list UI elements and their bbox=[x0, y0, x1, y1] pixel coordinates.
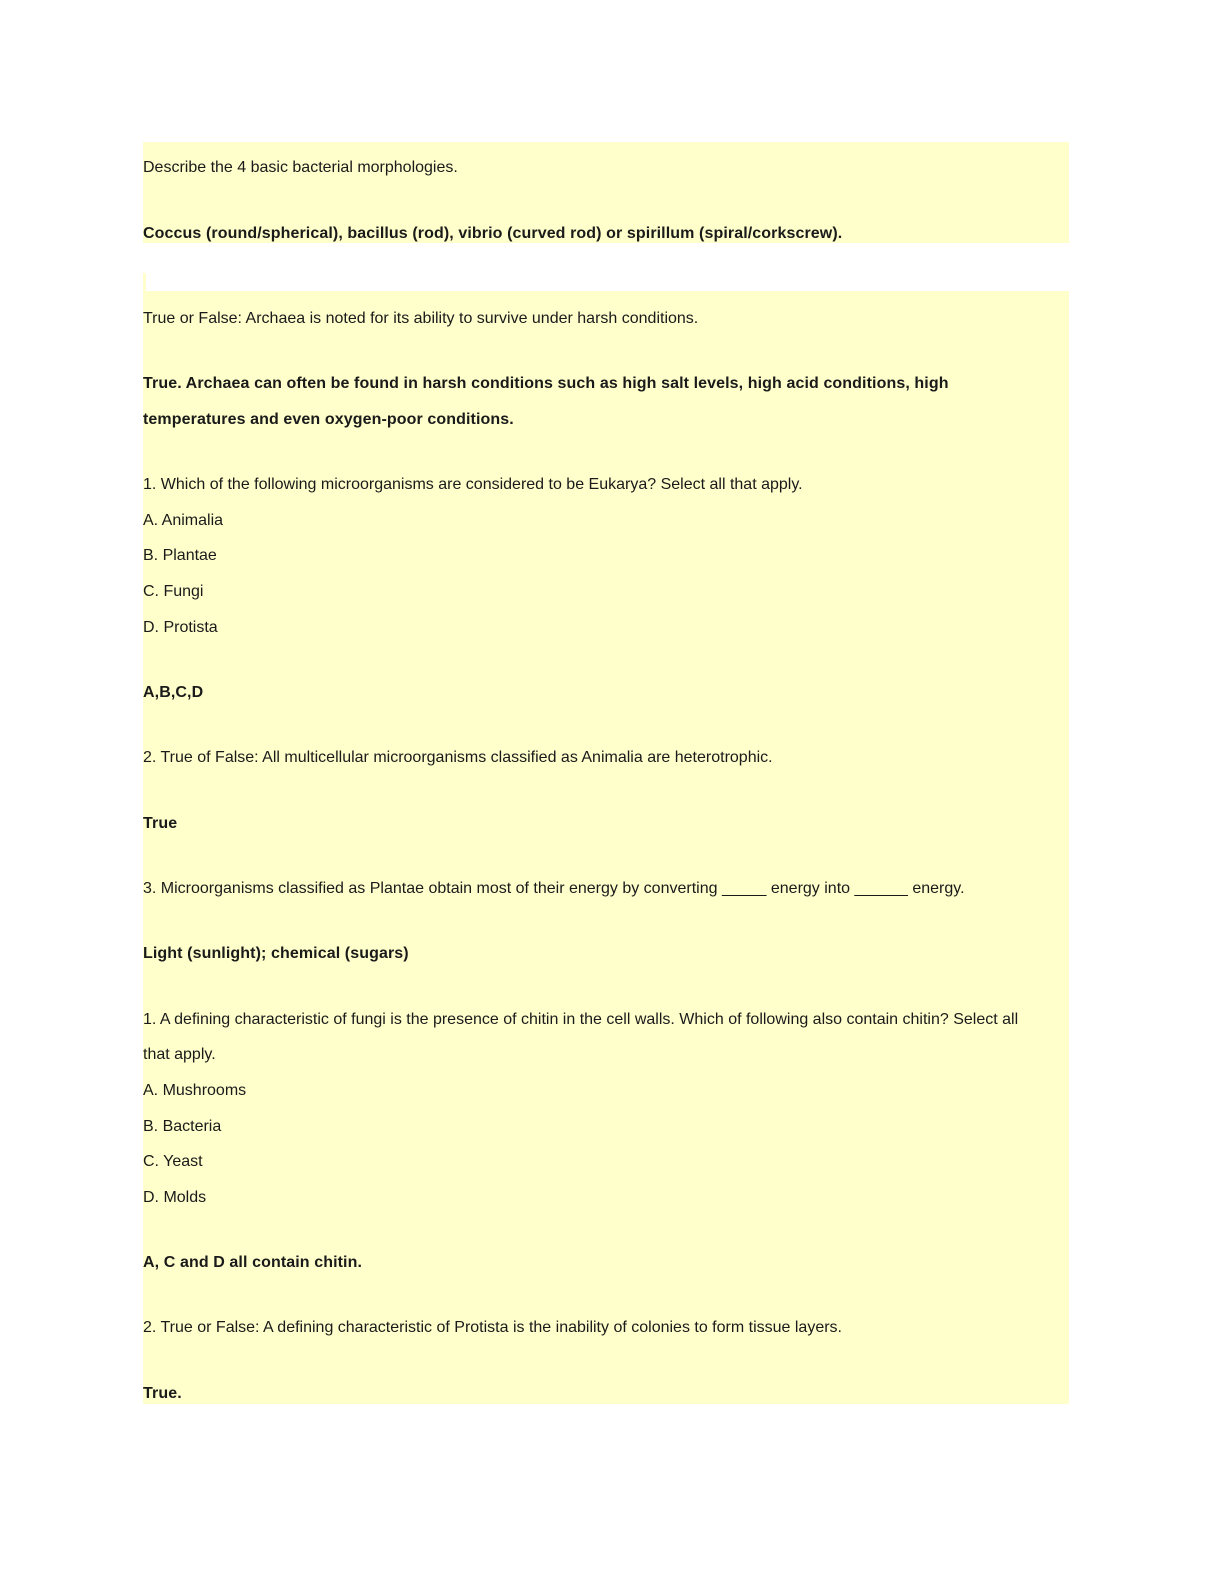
answer-text: Light (sunlight); chemical (sugars) bbox=[143, 945, 409, 962]
option-text: C. Fungi bbox=[143, 583, 204, 600]
question-text: that apply. bbox=[143, 1046, 216, 1063]
question-text: Describe the 4 basic bacterial morphologies. bbox=[143, 159, 458, 176]
answer-text: Coccus (round/spherical), bacillus (rod), vibrio (curved rod) or spirillum (spiral/corkscrew). bbox=[143, 225, 843, 242]
answer-text: True. Archaea can often be found in harsh conditions such as high salt levels, high acid conditions, high bbox=[143, 375, 949, 392]
option-text: C. Yeast bbox=[143, 1153, 203, 1170]
option-text: A. Animalia bbox=[143, 512, 224, 529]
option-text: B. Bacteria bbox=[143, 1118, 222, 1135]
question-text: 2. True or False: A defining characteristic of Protista is the inability of colonies to form tissue layers. bbox=[143, 1319, 842, 1336]
question-text: 2. True of False: All multicellular microorganisms classified as Animalia are heterotrophic. bbox=[143, 749, 773, 766]
question-text: 1. Which of the following microorganisms are considered to be Eukarya? Select all that apply. bbox=[143, 476, 803, 493]
answer-text: True bbox=[143, 815, 178, 832]
option-text: D. Protista bbox=[143, 619, 218, 636]
highlight-block-2 bbox=[143, 291, 1069, 1404]
answer-text: A, C and D all contain chitin. bbox=[143, 1254, 363, 1271]
option-text: D. Molds bbox=[143, 1189, 207, 1206]
question-text: 3. Microorganisms classified as Plantae obtain most of their energy by converting _____ energy into ______ energy. bbox=[143, 880, 965, 897]
option-text: B. Plantae bbox=[143, 547, 217, 564]
question-text: 1. A defining characteristic of fungi is the presence of chitin in the cell walls. Which of following also contain chitin? Select all bbox=[143, 1011, 1019, 1028]
question-text: True or False: Archaea is noted for its ability to survive under harsh conditions. bbox=[143, 310, 699, 327]
answer-text: A,B,C,D bbox=[143, 684, 204, 701]
answer-text: temperatures and even oxygen-poor conditions. bbox=[143, 411, 514, 428]
answer-text: True. bbox=[143, 1385, 182, 1402]
option-text: A. Mushrooms bbox=[143, 1082, 247, 1099]
highlight-separator bbox=[143, 273, 146, 291]
